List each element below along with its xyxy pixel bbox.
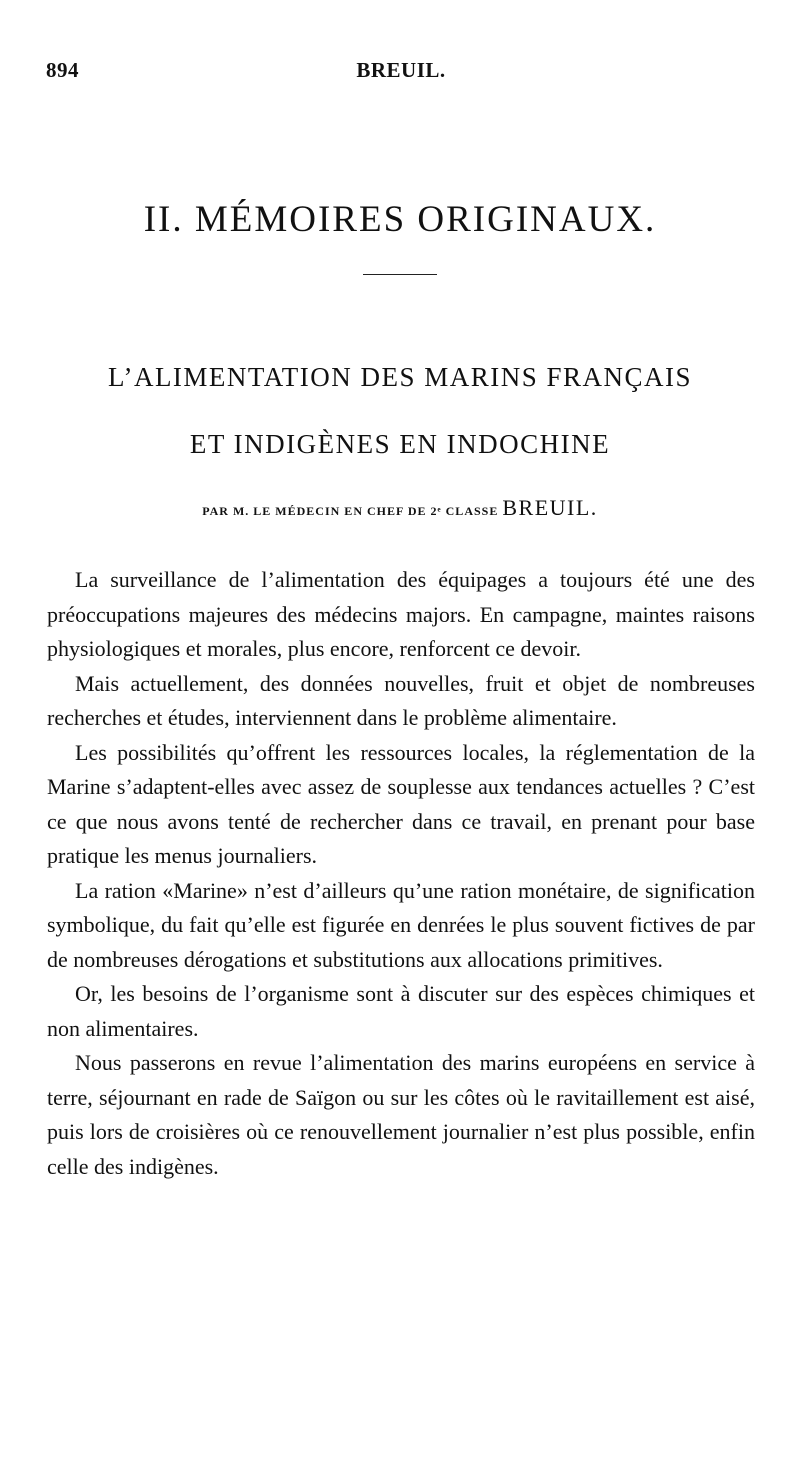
byline	[40, 495, 760, 521]
article-title-line-2: ET INDIGÈNES EN INDOCHINE	[189, 429, 611, 459]
running-head	[46, 58, 756, 88]
paragraph: La ration «Marine» n’est d’ailleurs qu’une ration monétaire, de signification symbolique, du fait qu’elle est figurée en denrées le plus souvent fictives de par de nombreuses dérogations et substitutions aux allocations primitives.	[47, 877, 755, 972]
paragraph: Or, les besoins de l’organisme sont à discuter sur des espèces chimiques et non alimentaires.	[47, 981, 755, 1041]
paragraph: Nous passerons en revue l’alimentation des marins européens en service à terre, séjournant en rade de Saïgon ou sur les côtes où le ravitaillement est aisé, puis lors de croisières où ce renouvellement journalier n’est plus possible, enfin celle des indigènes.	[47, 1050, 755, 1179]
paragraph: La surveillance de l’alimentation des équipages a toujours été une des préoccupations majeures des médecins majors. En campagne, maintes raisons physiologiques et morales, plus encore, renforcent ce devoir.	[47, 567, 755, 661]
section-title: II. MÉMOIRES ORIGINAUX.	[143, 199, 657, 240]
paragraph: Les possibilités qu’offrent les ressources locales, la réglementation de la Marine s’adaptent-elles avec assez de souplesse aux tendances actuelles ? C’est ce que nous avons tenté de rechercher dans ce travail, en prenant pour base pratique les menus journaliers.	[47, 739, 755, 868]
article-title-line-1: L’ALIMENTATION DES MARINS FRANÇAIS	[107, 362, 693, 392]
body-text	[47, 563, 755, 1184]
page-number: 894	[46, 58, 79, 82]
byline-author: BREUIL.	[502, 495, 598, 520]
paragraph: Mais actuellement, des données nouvelles, fruit et objet de nombreuses recherches et études, interviennent dans le problème alimentaire.	[47, 670, 755, 730]
byline-prefix: PAR M. LE MÉDECIN EN CHEF DE 2ᵉ CLASSE	[202, 504, 503, 518]
title-rule	[363, 274, 437, 275]
running-title: BREUIL.	[356, 58, 446, 82]
